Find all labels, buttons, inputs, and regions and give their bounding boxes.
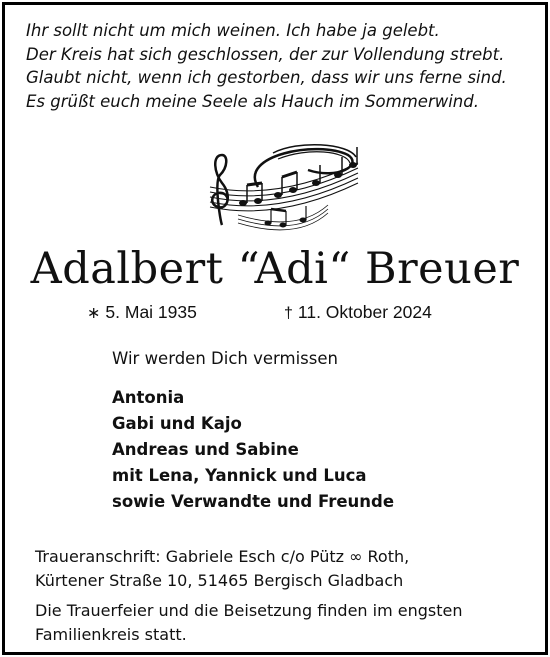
family-member: sowie Verwandte und Freunde	[112, 492, 395, 511]
funeral-notice	[35, 599, 462, 647]
birth-date-text: 5. Mai 1935	[105, 302, 197, 322]
notice-line: Familienkreis statt.	[35, 625, 187, 644]
mourning-address	[35, 545, 409, 593]
death-date	[284, 301, 432, 325]
poem	[26, 19, 507, 113]
birth-date	[87, 301, 197, 325]
poem-line: Ihr sollt nicht um mich weinen. Ich habe ja gelebt.	[26, 21, 440, 40]
address-line: Traueranschrift: Gabriele Esch c/o Pütz ∞ Roth,	[35, 547, 410, 566]
deceased-name: Adalbert “Adi“ Breuer	[30, 244, 520, 294]
death-symbol: †	[284, 305, 293, 322]
death-date-text: 11. Oktober 2024	[297, 302, 432, 322]
poem-line: Es grüßt euch meine Seele als Hauch im Sommerwind.	[26, 91, 479, 111]
birth-symbol: ∗	[87, 305, 101, 322]
poem-line: Glaubt nicht, wenn ich gestorben, dass wir uns ferne sind.	[26, 68, 507, 87]
family-member: Andreas und Sabine	[112, 440, 299, 459]
poem-line: Der Kreis hat sich geschlossen, der zur Vollendung strebt.	[26, 44, 505, 64]
family-member: mit Lena, Yannick und Luca	[112, 466, 367, 485]
notice-line: Die Trauerfeier und die Beisetzung finden im engsten	[35, 601, 463, 620]
music-notes-swirl-icon	[198, 135, 368, 235]
miss-text: Wir werden Dich vermissen	[112, 349, 338, 368]
family-member: Gabi und Kajo	[112, 414, 242, 433]
address-line: Kürtener Straße 10, 51465 Bergisch Gladbach	[35, 571, 404, 590]
family-member: Antonia	[112, 388, 185, 407]
family-list	[112, 385, 394, 515]
obituary-card	[2, 2, 548, 655]
